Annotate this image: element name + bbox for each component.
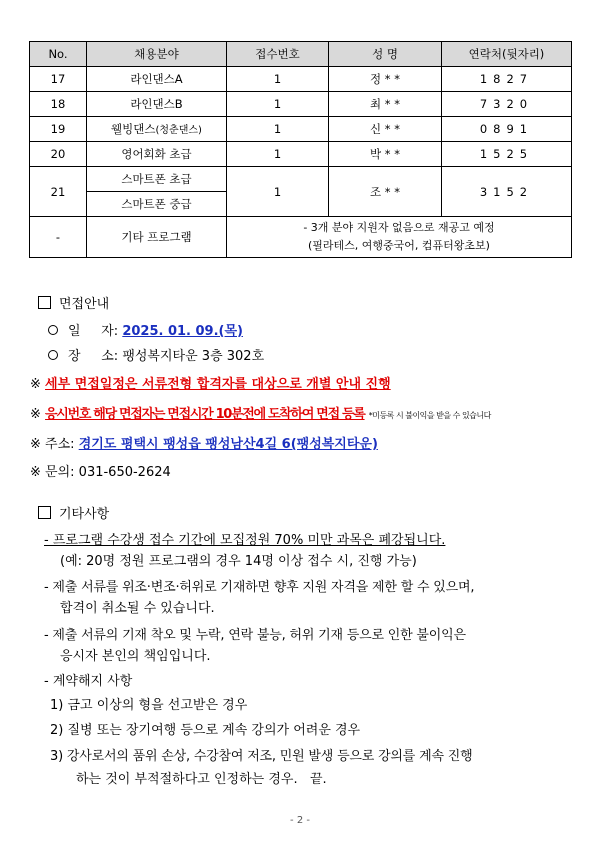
cell-receipt: 1 <box>227 117 329 142</box>
header-field: 채용분야 <box>87 42 227 67</box>
header-contact: 연락처(뒷자리) <box>442 42 572 67</box>
interview-place <box>48 345 264 364</box>
item-text: 응시자 본인의 책임입니다. <box>60 649 211 664</box>
page-number: - 2 - <box>290 815 310 826</box>
cell-receipt: 1 <box>227 92 329 117</box>
item-text: 1) 금고 이상의 형을 선고받은 경우 <box>50 698 248 713</box>
table-row <box>30 92 572 117</box>
other-item-3-cont <box>60 645 211 664</box>
cell-note <box>227 217 572 258</box>
circle-bullet-icon <box>48 325 58 335</box>
cell-no: - <box>30 217 87 258</box>
cell-no: 20 <box>30 142 87 167</box>
applicant-table <box>29 41 572 258</box>
table-row <box>30 142 572 167</box>
table-row <box>30 117 572 142</box>
other-item-1-sub <box>60 550 417 569</box>
cell-name: 정 * * <box>329 67 442 92</box>
note-line: (필라테스, 여행중국어, 컴퓨터왕초보) <box>308 239 490 252</box>
reference-mark: ※ <box>30 407 41 422</box>
cell-contact: 1525 <box>442 142 572 167</box>
cell-no: 18 <box>30 92 87 117</box>
cell-receipt: 1 <box>227 67 329 92</box>
termination-item-3 <box>50 745 472 764</box>
other-item-2 <box>44 576 474 595</box>
cell-field: 영어회화 초급 <box>87 142 227 167</box>
cell-name: 신 * * <box>329 117 442 142</box>
date-value: 2025. 01. 09.(목) <box>122 324 243 339</box>
cell-name: 박 * * <box>329 142 442 167</box>
cell-field <box>87 117 227 142</box>
other-item-2-cont <box>60 597 215 616</box>
item-text: 2) 질병 또는 장기여행 등으로 계속 강의가 어려운 경우 <box>50 723 361 738</box>
item-text: - 프로그램 수강생 접수 기간에 모집정원 70% 미만 과목은 폐강됩니다. <box>44 533 446 548</box>
cell-field: 라인댄스B <box>87 92 227 117</box>
other-item-1 <box>44 529 445 548</box>
table-row <box>30 67 572 92</box>
address-line <box>30 433 378 452</box>
item-text: 3) 강사로서의 품위 손상, 수강참여 저조, 민원 발생 등으로 강의를 계속 진행 <box>50 749 473 764</box>
cell-field: 스마트폰 중급 <box>87 192 227 217</box>
table-row <box>30 217 572 258</box>
header-receipt: 접수번호 <box>227 42 329 67</box>
date-label: 일 자: <box>68 324 119 339</box>
termination-item-2 <box>50 719 360 738</box>
address-label: 주소: <box>45 437 75 452</box>
checkbox-square-icon <box>38 296 51 309</box>
cell-no: 17 <box>30 67 87 92</box>
table-header-row <box>30 42 572 67</box>
cell-contact: 3152 <box>442 167 572 217</box>
section-title-text: 기타사항 <box>59 507 110 522</box>
notice-registration <box>30 403 491 422</box>
notice-text: 응시번호 해당 면접자는 면접시간 10분전에 도착하여 면접 등록 <box>45 407 365 422</box>
cell-contact: 1827 <box>442 67 572 92</box>
item-text: 합격이 취소될 수 있습니다. <box>60 601 215 616</box>
cell-no: 21 <box>30 167 87 217</box>
reference-mark: ※ <box>30 377 41 392</box>
address-value: 경기도 평택시 팽성읍 팽성남산4길 6(팽성복지타운) <box>78 437 378 452</box>
item-text: - 계약해지 사항 <box>44 674 133 689</box>
contact-text: 문의: 031-650-2624 <box>45 465 171 480</box>
item-text: - 제출 서류의 기재 착오 및 누락, 연락 불능, 허위 기재 등으로 인한 불이익은 <box>44 628 466 643</box>
notice-text: 세부 면접일정은 서류전형 합격자를 대상으로 개별 안내 진행 <box>45 377 391 392</box>
item-text: 하는 것이 부적절하다고 인정하는 경우. 끝. <box>76 772 327 787</box>
table-row <box>30 167 572 192</box>
cell-no: 19 <box>30 117 87 142</box>
interview-section-title <box>38 293 109 312</box>
cell-contact: 0891 <box>442 117 572 142</box>
place-value: 팽성복지타운 3층 302호 <box>122 349 265 364</box>
cell-field: 라인댄스A <box>87 67 227 92</box>
contact-line <box>30 461 171 480</box>
item-text: (예: 20명 정원 프로그램의 경우 14명 이상 접수 시, 진행 가능) <box>60 554 417 569</box>
other-item-4 <box>44 670 132 689</box>
item-text: - 제출 서류를 위조·변조·허위로 기재하면 향후 지원 자격을 제한 할 수 있으며, <box>44 580 475 595</box>
reference-mark: ※ <box>30 437 41 452</box>
cell-name: 조 * * <box>329 167 442 217</box>
cell-receipt: 1 <box>227 142 329 167</box>
cell-receipt: 1 <box>227 167 329 217</box>
field-sub: (청춘댄스) <box>155 125 202 136</box>
cell-contact: 7320 <box>442 92 572 117</box>
reference-mark: ※ <box>30 465 41 480</box>
cell-name: 최 * * <box>329 92 442 117</box>
circle-bullet-icon <box>48 350 58 360</box>
note-line: - 3개 분야 지원자 없음으로 재공고 예정 <box>303 221 495 234</box>
other-item-3 <box>44 624 466 643</box>
field-main: 웰빙댄스 <box>111 122 156 136</box>
notice-schedule <box>30 373 391 392</box>
place-label: 장 소: <box>68 349 119 364</box>
cell-field: 스마트폰 초급 <box>87 167 227 192</box>
notice-small-text: *미등록 시 불이익을 받을 수 있습니다 <box>368 411 491 420</box>
checkbox-square-icon <box>38 506 51 519</box>
termination-item-3-cont <box>76 768 327 787</box>
termination-item-1 <box>50 694 247 713</box>
other-section-title <box>38 503 109 522</box>
interview-date <box>48 320 243 339</box>
header-no: No. <box>30 42 87 67</box>
section-title-text: 면접안내 <box>59 297 110 312</box>
header-name: 성 명 <box>329 42 442 67</box>
cell-field: 기타 프로그램 <box>87 217 227 258</box>
